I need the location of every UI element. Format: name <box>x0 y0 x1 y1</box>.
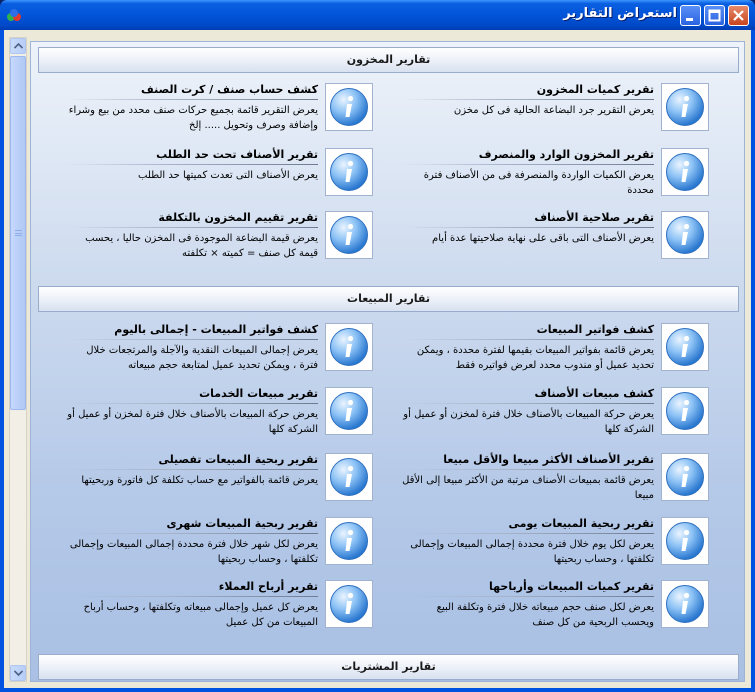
info-icon[interactable] <box>325 211 373 259</box>
report-description: يعرض لكل شهر خلال فترة محددة إجمالى المبيعات وإجمالى تكلفتها ، وحساب ربحيتها <box>69 539 318 565</box>
report-item[interactable] <box>401 148 709 200</box>
divider <box>404 596 654 597</box>
report-title[interactable]: تقرير كميات المبيعات وأرباحها <box>489 580 654 593</box>
report-title[interactable]: تقرير ربحية المبيعات يومى <box>508 517 654 530</box>
report-description: يعرض حركة المبيعات بالأصناف خلال فترة لمخزن أو عميل أو الشركة كلها <box>67 409 318 435</box>
info-icon[interactable] <box>661 148 709 196</box>
report-title[interactable]: كشف مبيعات الأصناف <box>534 387 654 400</box>
section-header-inventory[interactable]: تقارير المخزون <box>38 47 739 73</box>
report-item[interactable] <box>65 517 373 569</box>
report-item[interactable] <box>65 148 373 200</box>
divider <box>404 533 654 534</box>
report-item[interactable] <box>401 453 709 505</box>
divider <box>404 469 654 470</box>
divider <box>404 164 654 165</box>
report-description: يعرض التقرير جرد البضاعة الحالية فى كل مخزن <box>453 105 654 116</box>
divider <box>68 339 318 340</box>
divider <box>404 227 654 228</box>
report-item[interactable] <box>401 387 709 439</box>
report-title[interactable]: تقرير المخزون الوارد والمنصرف <box>478 148 654 161</box>
report-description: يعرض حركة المبيعات بالأصناف خلال فترة لمخزن أو عميل أو الشركة كلها <box>403 409 654 435</box>
reports-panel <box>30 41 745 682</box>
report-item[interactable] <box>65 323 373 375</box>
divider <box>68 164 318 165</box>
report-title[interactable]: كشف حساب صنف / كرت الصنف <box>140 83 318 96</box>
info-icon[interactable] <box>325 323 373 371</box>
report-title[interactable]: كشف فواتير المبيعات - إجمالى باليوم <box>114 323 318 336</box>
divider <box>68 533 318 534</box>
report-title[interactable]: تقرير كميات المخزون <box>536 83 654 96</box>
report-description: يعرض التقرير قائمة بجميع حركات صنف محدد من بيع وشراء وإضافة وصرف وتحويل ..... إلخ <box>68 105 318 131</box>
report-description: يعرض الكميات الواردة والمنصرفة فى من الأصناف فترة محددة <box>423 170 654 196</box>
divider <box>68 596 318 597</box>
info-icon[interactable] <box>661 580 709 628</box>
report-item[interactable] <box>401 323 709 375</box>
divider <box>68 99 318 100</box>
divider <box>68 403 318 404</box>
report-item[interactable] <box>65 387 373 439</box>
report-title[interactable]: تقرير ربحية المبيعات تفصيلى <box>158 453 318 466</box>
report-description: يعرض الأصناف التى باقى على نهاية صلاحيتها عدة أيام <box>432 233 654 244</box>
info-icon[interactable] <box>661 517 709 565</box>
close-button[interactable] <box>728 5 749 26</box>
info-icon[interactable] <box>661 211 709 259</box>
report-description: يعرض قائمة بمبيعات الأصناف مرتبة من الأكثر مبيعا إلى الأقل مبيعا <box>402 475 654 501</box>
report-title[interactable]: تقرير مبيعات الخدمات <box>199 387 318 400</box>
report-item[interactable] <box>401 580 709 632</box>
report-item[interactable] <box>65 211 373 263</box>
info-icon[interactable] <box>325 387 373 435</box>
app-icon[interactable] <box>6 8 22 22</box>
report-description: يعرض قائمة بفواتير المبيعات بقيمها لفترة محددة ، ويمكن تحديد عميل أو مندوب محدد لعرض فواتيره فقط <box>416 345 654 371</box>
divider <box>68 227 318 228</box>
divider <box>404 403 654 404</box>
info-icon[interactable] <box>325 517 373 565</box>
report-title[interactable]: كشف فواتير المبيعات <box>536 323 654 336</box>
minimize-button[interactable] <box>680 5 701 26</box>
report-item[interactable] <box>65 580 373 632</box>
report-title[interactable]: تقرير صلاحية الأصناف <box>534 211 654 224</box>
report-description: يعرض قائمة بالفواتير مع حساب تكلفة كل فاتورة وربحيتها <box>81 475 318 486</box>
report-item[interactable] <box>65 453 373 505</box>
window-frame-bottom <box>0 688 755 692</box>
report-item[interactable] <box>65 83 373 135</box>
divider <box>68 469 318 470</box>
window-frame-right <box>751 30 755 692</box>
report-item[interactable] <box>401 211 709 263</box>
title-bar[interactable] <box>0 0 755 30</box>
divider <box>404 339 654 340</box>
grip-icon <box>15 230 22 236</box>
info-icon[interactable] <box>325 148 373 196</box>
report-description: يعرض إجمالى المبيعات النقدية والآجلة والمرتجعات خلال فترة ، ويمكن تحديد عميل لمتابعة حجم مبيعاته <box>86 345 318 371</box>
vertical-scrollbar[interactable] <box>9 37 27 682</box>
info-icon[interactable] <box>661 83 709 131</box>
info-icon[interactable] <box>325 83 373 131</box>
scroll-thumb[interactable] <box>10 56 26 410</box>
report-item[interactable] <box>401 83 709 135</box>
divider <box>404 99 654 100</box>
info-icon[interactable] <box>661 453 709 501</box>
report-item[interactable] <box>401 517 709 569</box>
report-title[interactable]: تقرير الأصناف تحت حد الطلب <box>156 148 318 161</box>
report-title[interactable]: تقرير أرباح العملاء <box>218 580 318 593</box>
scroll-down-button[interactable] <box>10 665 26 681</box>
info-icon[interactable] <box>325 453 373 501</box>
report-description: يعرض الأصناف التى تعدت كميتها حد الطلب <box>138 170 318 181</box>
scroll-up-button[interactable] <box>10 38 26 54</box>
window-title: استعراض التقارير <box>563 6 677 21</box>
report-title[interactable]: تقرير ربحية المبيعات شهرى <box>166 517 318 530</box>
maximize-button[interactable] <box>704 5 725 26</box>
report-description: يعرض كل عميل وإجمالى مبيعاته وتكلفتها ، وحساب أرباح المبيعات من كل عميل <box>83 602 318 628</box>
report-title[interactable]: تقرير الأصناف الأكثر مبيعا والأقل مبيعا <box>443 453 654 466</box>
report-title[interactable]: تقرير تقييم المخزون بالتكلفة <box>158 211 318 224</box>
report-description: يعرض قيمة البضاعة الموجودة فى المخزن حاليا ، يحسب قيمة كل صنف = كميته × تكلفته <box>85 233 318 259</box>
section-header-purchases[interactable]: تقارير المشتريات <box>38 654 739 680</box>
info-icon[interactable] <box>325 580 373 628</box>
report-description: يعرض لكل يوم خلال فترة محددة إجمالى المبيعات وإجمالى تكلفتها ، وحساب ربحيتها <box>410 539 654 565</box>
info-icon[interactable] <box>661 387 709 435</box>
section-header-sales[interactable]: تقارير المبيعات <box>38 286 739 312</box>
report-description: يعرض لكل صنف حجم مبيعاته خلال فترة وتكلفة البيع ويحسب الربحية من كل صنف <box>436 602 654 628</box>
info-icon[interactable] <box>661 323 709 371</box>
